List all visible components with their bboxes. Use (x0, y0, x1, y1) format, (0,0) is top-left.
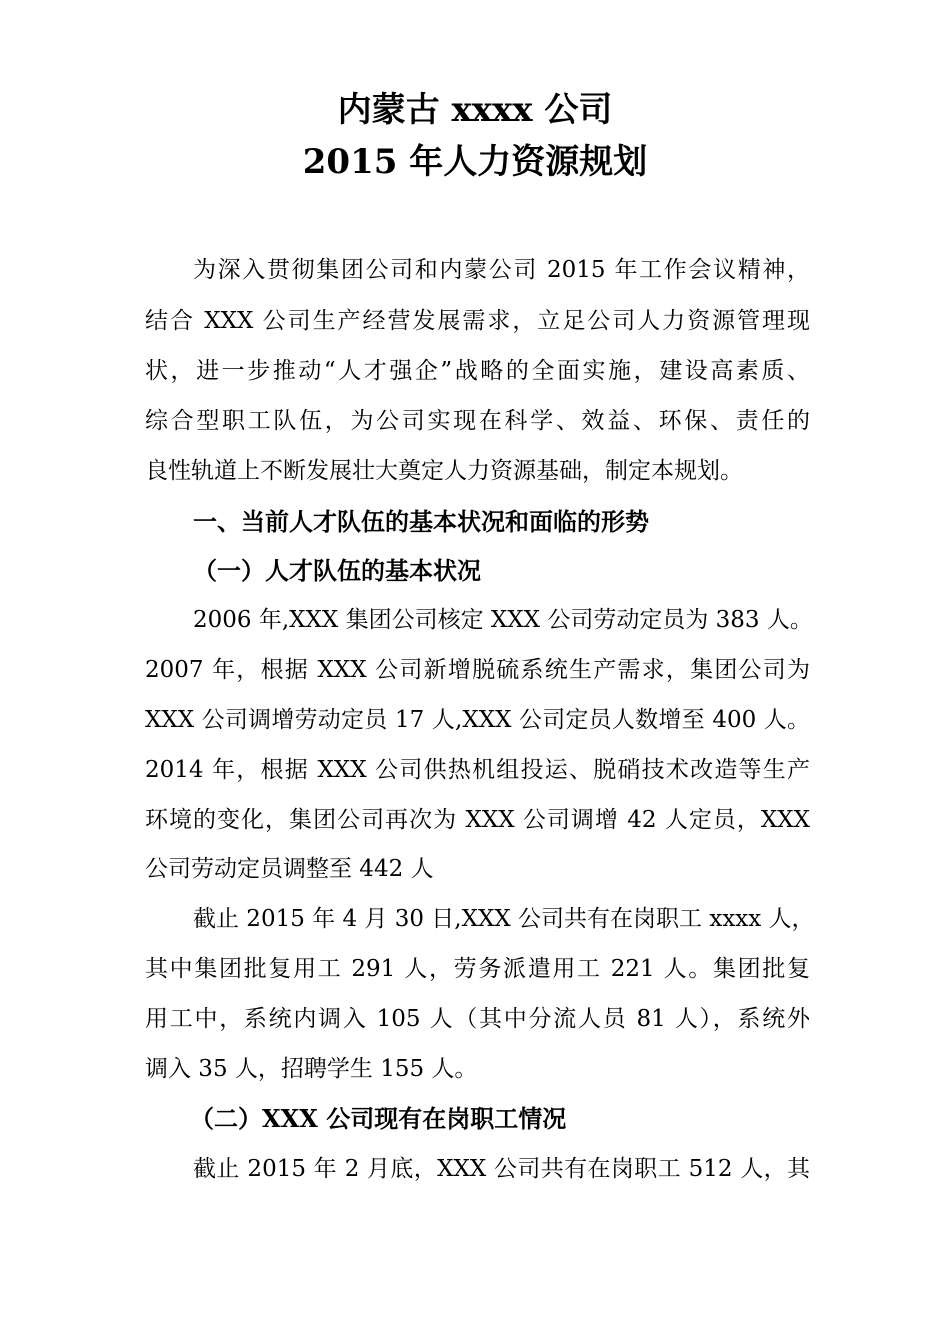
paragraph-line: 2007 年，根据 XXX 公司新增脱硫系统生产需求，集团公司为 (145, 657, 810, 683)
subsection-heading: （一）人才队伍的基本状况 (193, 556, 481, 585)
intro-line: 综合型职工队伍，为公司实现在科学、效益、环保、责任的 (145, 408, 810, 434)
paragraph-line: 截止 2015 年 2 月底，XXX 公司共有在岗职工 512 人，其 (193, 1156, 810, 1182)
intro-line: 为深入贯彻集团公司和内蒙公司 2015 年工作会议精神， (193, 257, 810, 283)
intro-line: 结合 XXX 公司生产经营发展需求，立足公司人力资源管理现 (145, 308, 810, 334)
paragraph-line: 调入 35 人，招聘学生 155 人。 (145, 1056, 478, 1082)
paragraph-line: 2014 年，根据 XXX 公司供热机组投运、脱硝技术改造等生产 (145, 757, 810, 783)
paragraph-line: 2006 年,XXX 集团公司核定 XXX 公司劳动定员为 383 人。 (193, 607, 813, 633)
intro-line: 良性轨道上不断发展壮大奠定人力资源基础，制定本规划。 (145, 458, 743, 484)
paragraph-line: 环境的变化，集团公司再次为 XXX 公司调增 42 人定员，XXX (145, 807, 810, 833)
intro-line: 状，进一步推动“人才强企”战略的全面实施，建设高素质、 (145, 358, 810, 384)
document-title-plan: 2015 年人力资源规划 (302, 142, 648, 182)
paragraph-line: 公司劳动定员调整至 442 人 (145, 856, 434, 882)
subsection-heading: （二）XXX 公司现有在岗职工情况 (190, 1104, 567, 1133)
paragraph-line: XXX 公司调增劳动定员 17 人,XXX 公司定员人数增至 400 人。 (145, 707, 810, 733)
paragraph-line: 截止 2015 年 4 月 30 日,XXX 公司共有在岗职工 xxxx 人， (193, 906, 815, 932)
document-title-company: 内蒙古 xxxx 公司 (337, 90, 613, 130)
paragraph-line: 其中集团批复用工 291 人，劳务派遣用工 221 人。集团批复 (145, 956, 810, 982)
paragraph-line: 用工中，系统内调入 105 人（其中分流人员 81 人），系统外 (145, 1006, 810, 1032)
section-heading: 一、当前人才队伍的基本状况和面临的形势 (193, 507, 649, 536)
